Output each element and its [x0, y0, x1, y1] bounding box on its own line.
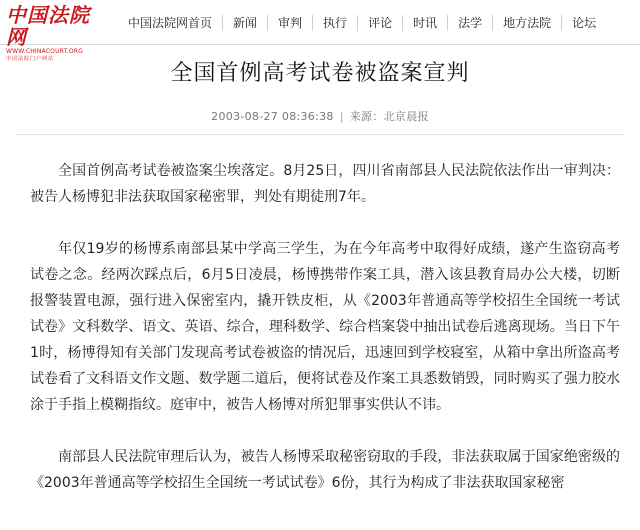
article-paragraph-3: 南部县人民法院审理后认为，被告人杨博采取秘密窃取的手段，非法获取属于国家绝密级的《2003年普通高等学校招生全国统一考试试卷》6份，其行为构成了非法获取国家秘密: [30, 449, 620, 491]
logo-subtitle: 中国法院门户网站: [6, 56, 55, 62]
divider: [16, 134, 624, 135]
article-title: 全国首例高考试卷被盗案宣判: [170, 61, 470, 86]
site-logo[interactable]: [6, 3, 98, 62]
article-meta: [0, 108, 640, 124]
nav-local-courts[interactable]: 地方法院: [493, 15, 562, 31]
nav-enforcement[interactable]: 执行: [313, 15, 358, 31]
meta-separator: |: [339, 110, 344, 123]
logo-name: 中国法院网: [6, 3, 90, 49]
nav-trial[interactable]: 审判: [268, 15, 313, 31]
nav-current-news[interactable]: 时讯: [403, 15, 448, 31]
logo-url: WWW.CHINACOURT.ORG: [6, 48, 84, 55]
nav-forum[interactable]: 论坛: [572, 16, 597, 30]
article-source: 来源：北京晨报: [349, 110, 429, 123]
article-paragraph-1: 全国首例高考试卷被盗案尘埃落定。8月25日，四川省南部县人民法院依法作出一审判决：被告人杨博犯非法获取国家秘密罪，判处有期徒刑7年。: [30, 163, 620, 205]
nav-news[interactable]: 新闻: [223, 15, 268, 31]
nav-law-studies[interactable]: 法学: [448, 15, 493, 31]
nav-commentary[interactable]: 评论: [358, 15, 403, 31]
article-date: 2003-08-27 08:36:38: [211, 110, 334, 123]
article-paragraph-2: 年仅19岁的杨博系南部县某中学高三学生，为在今年高考中取得好成绩，遂产生盗窃高考试卷之念。经两次踩点后，6月5日凌晨，杨博携带作案工具，潜入该县教育局办公大楼，切断报警装置电源，强行进入保密室内，撬开铁皮柜，从《2003年普通高等学校招生全国统一考试试卷》文科数学、语文、英语、综合，理科数学、综合档案袋中抽出试卷后逃离现场。当日下午1时，杨博得知有关部门发现高考试卷被盗的情况后，迅速回到学校寝室，从箱中拿出所盗高考试卷看了文科语文作文题、数学题二道后，便将试卷及作案工具悉数销毁，同时购买了强力胶水涂于手指上模糊指纹。庭审中，被告人杨博对所犯罪事实供认不讳。: [30, 241, 620, 413]
site-header: [0, 0, 640, 62]
article-body: [30, 158, 620, 522]
nav-home[interactable]: 中国法院网首页: [118, 15, 223, 31]
main-nav: [118, 13, 606, 33]
